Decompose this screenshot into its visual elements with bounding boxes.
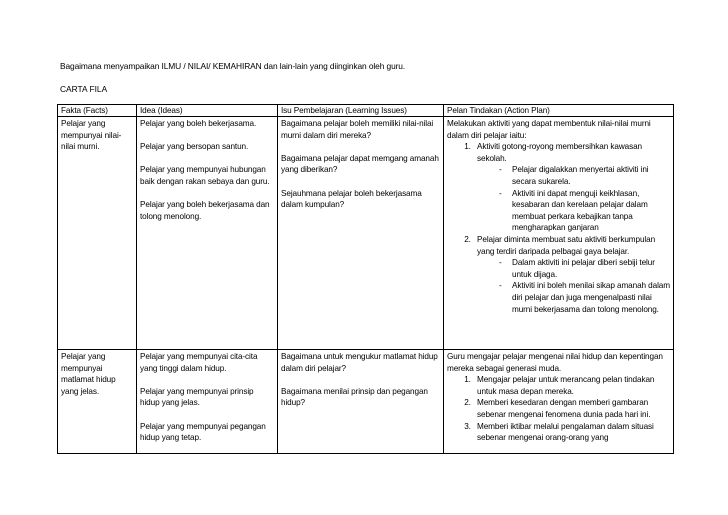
plan-sublist: [477, 164, 670, 234]
plan-subitem: - Dalam aktiviti ini pelajar diberi sebiji telur untuk dijaga.: [499, 257, 670, 280]
table-header-row: [58, 105, 674, 117]
table-row: [58, 117, 674, 350]
header-fakta: Fakta (Facts): [58, 105, 137, 117]
plan-item: 2. Memberi kesedaran dengan memberi gambaran sebenar mengenai fenomena dunia pada hari ini.: [473, 397, 670, 420]
header-idea: Idea (Ideas): [137, 105, 278, 117]
issue-text: Bagaimana pelajar dapat memgang amanah yang diberikan?: [281, 153, 439, 175]
plan-list: [447, 374, 670, 444]
plan-subitem: - Aktiviti ini boleh menilai sikap amanah dalam diri pelajar dan juga mengenalpasti nilai murni bekerjasama dan tolong menolong.: [499, 280, 670, 315]
plan-intro: Guru mengajar pelajar mengenai nilai hidup dan kepentingan mereka sebagai generasi muda.: [447, 352, 663, 373]
header-isu: Isu Pembelajaran (Learning Issues): [278, 105, 444, 117]
header-pelan: Pelan Tindakan (Action Plan): [444, 105, 674, 117]
issue-text: Bagaimana pelajar boleh memiliki nilai-nilai murni dalam diri mereka?: [281, 119, 434, 140]
plan-subitem: - Pelajar digalakkan menyertai aktiviti ini secara sukarela.: [499, 164, 670, 187]
plan-sublist: [477, 257, 670, 315]
plan-intro: Melakukan aktiviti yang dapat membentuk nilai-nilai murni dalam diri pelajar iaitu:: [447, 119, 651, 140]
plan-item: 1. Mengajar pelajar untuk merancang pelan tindakan untuk masa depan mereka.: [473, 374, 670, 397]
cell-ideas: [137, 117, 278, 350]
issue-text: Bagaimana untuk mengukur matlamat hidup dalam diri pelajar?: [281, 352, 438, 373]
fakta-text: Pelajar yang mempunyai nilai-nilai murni.: [61, 119, 122, 152]
plan-list: [447, 141, 670, 315]
idea-text: Pelajar yang mempunyai cita-cita yang tinggi dalam hidup.: [140, 352, 258, 373]
idea-text: Pelajar yang bersopan santun.: [140, 142, 249, 152]
plan-item: 3. Memberi iktibar melalui pengalaman dalam situasi sebenar mengenai orang-orang yang: [473, 421, 670, 444]
intro-text: Bagaimana menyampaikan ILMU / NILAI/ KEMAHIRAN dan lain-lain yang diinginkan oleh guru.: [60, 61, 406, 71]
plan-item-text: Pelajar diminta membuat satu aktiviti berkumpulan yang terdiri daripada pelbagai gaya belajar.: [477, 234, 656, 256]
issue-text: Bagaimana menilai prinsip dan pegangan hidup?: [281, 386, 428, 408]
section-title: CARTA FILA: [60, 84, 108, 94]
cell-plan: [444, 117, 674, 350]
plan-subitem: - Aktiviti ini dapat menguji keikhlasan, kesabaran dan kerelaan pelajar dalam membuat perkara kebajikan tanpa mengharapkan ganjaran: [499, 188, 670, 234]
idea-text: Pelajar yang mempunyai prinsip hidup yang jelas.: [140, 386, 254, 408]
cell-plan: [444, 350, 674, 454]
idea-text: Pelajar yang boleh bekerjasama dan tolong menolong.: [140, 200, 270, 221]
fakta-text: Pelajar yang mempunyai matlamat hidup yang jelas.: [61, 352, 116, 396]
idea-text: Pelajar yang boleh bekerjasama.: [140, 119, 257, 128]
plan-item-text: Aktiviti gotong-royong membersihkan kawasan sekolah.: [477, 142, 642, 163]
issue-text: Sejauhmana pelajar boleh bekerjasama dalam kumpulan?: [281, 188, 422, 210]
idea-text: Pelajar yang mempunyai pegangan hidup yang tetap.: [140, 421, 266, 443]
cell-issues: [278, 350, 444, 454]
idea-text: Pelajar yang mempunyai hubungan baik dengan rakan sebaya dan guru.: [140, 165, 270, 186]
plan-item: [473, 234, 670, 315]
table-row: [58, 350, 674, 454]
cell-ideas: [137, 350, 278, 454]
cell-fakta: [58, 117, 137, 350]
cell-issues: [278, 117, 444, 350]
cell-fakta: [58, 350, 137, 454]
plan-item: [473, 141, 670, 234]
carta-fila-table: [57, 104, 674, 454]
